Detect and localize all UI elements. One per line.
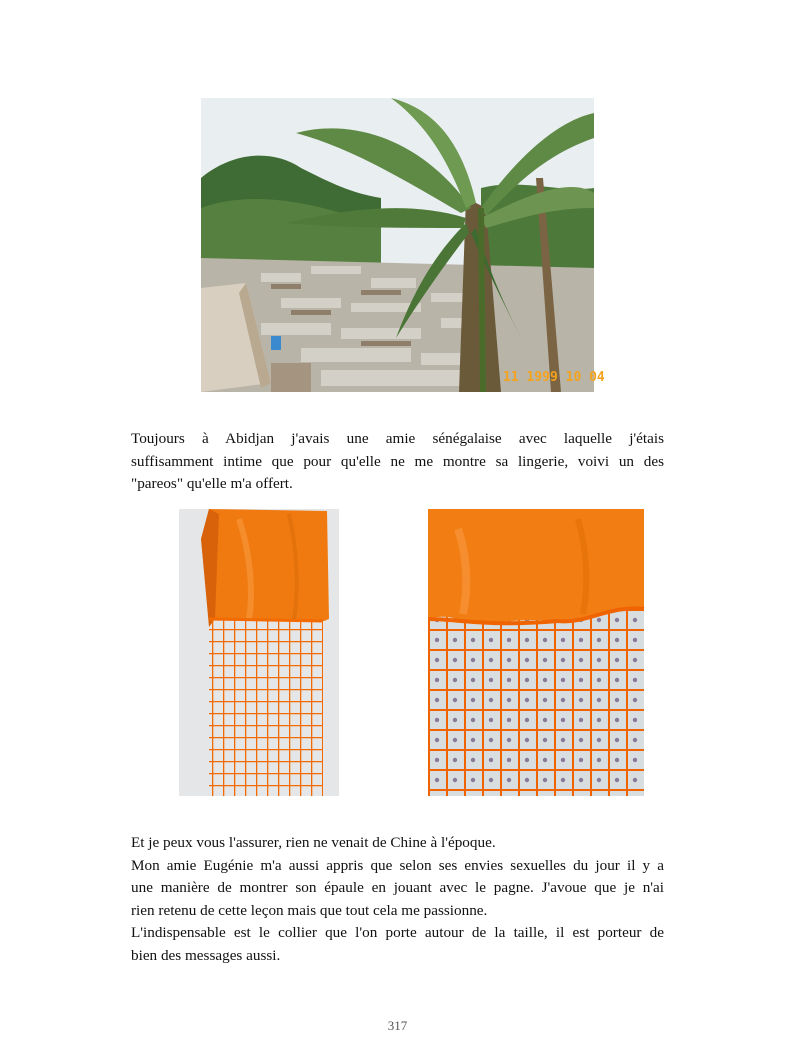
text-line: Mon amie Eugénie m'a aussi appris que selon ses envies sexuelles du jour il y a — [131, 856, 664, 874]
orange-pareo-full-photo — [179, 509, 339, 796]
text-line: rien retenu de cette leçon mais que tout cela me passionne. — [131, 901, 488, 919]
abidjan-banana-tree-photo — [201, 98, 605, 392]
page-number: 317 — [387, 1018, 408, 1033]
text-line: "pareos" qu'elle m'a offert. — [131, 475, 293, 493]
text-line: bien des messages aussi. — [131, 946, 281, 964]
text-line: L'indispensable est le collier que l'on porte autour de la taille, il est porteur de — [131, 924, 664, 942]
orange-pareo-closeup-photo — [428, 509, 644, 796]
text-line: Et je peux vous l'assurer, rien ne venait de Chine à l'époque. — [131, 834, 496, 851]
photo-date-stamp: 11 1999 10 04 — [503, 370, 605, 385]
text-line: Toujours à Abidjan j'avais une amie sénégalaise avec laquelle j'étais — [131, 430, 664, 447]
text-line: une manière de montrer son épaule en jouant avec le pagne. J'avoue que je n'ai — [131, 879, 664, 897]
text-line: suffisamment intime que pour qu'elle ne me montre sa lingerie, voivi un des — [131, 452, 664, 470]
paragraph-pareo-intro — [131, 428, 664, 496]
paragraph-eugenie-story — [131, 832, 664, 968]
